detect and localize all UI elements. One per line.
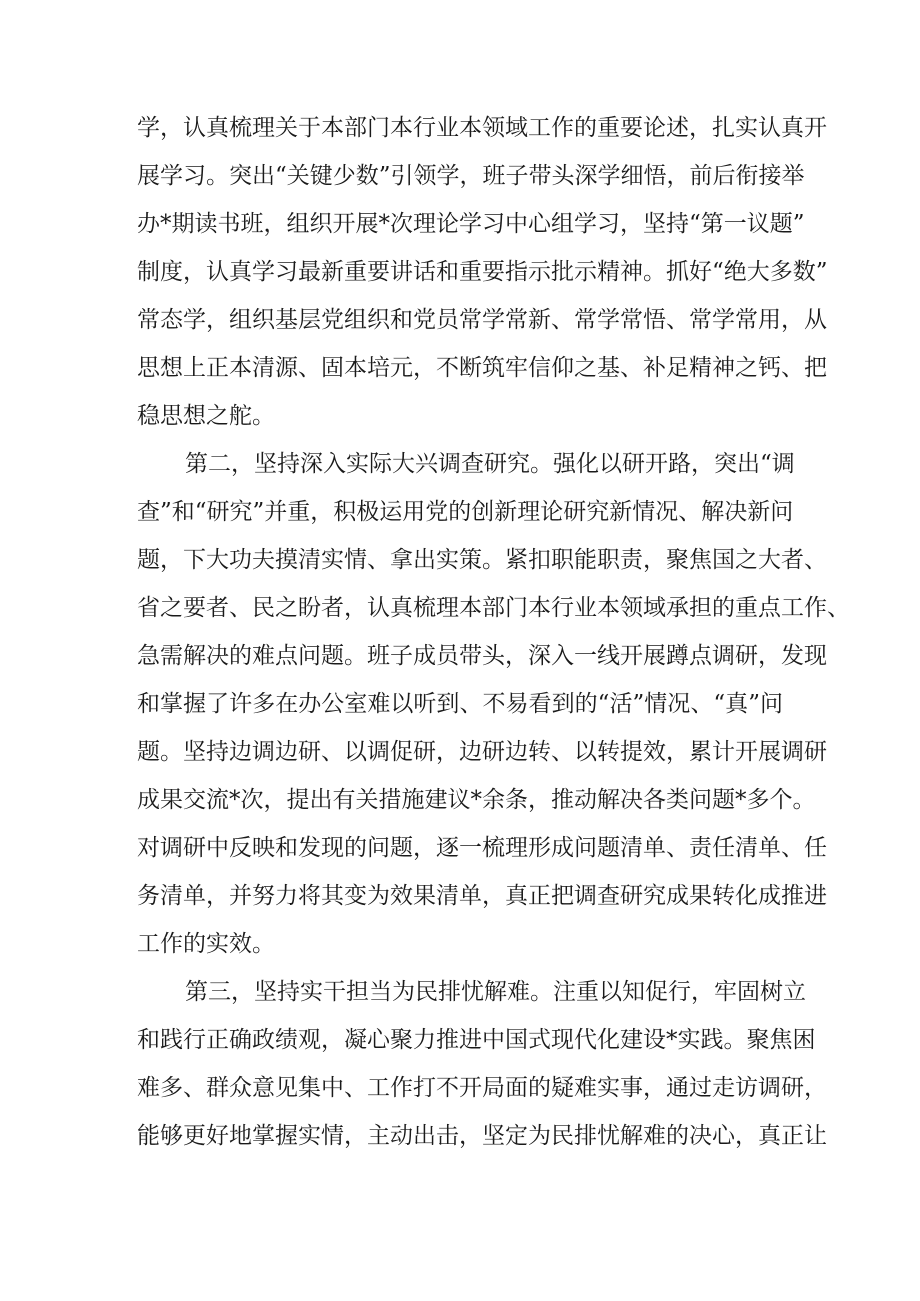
text-line: 制度，认真学习最新重要讲话和重要指示批示精神。抓好“绝大多数” <box>137 259 828 285</box>
text-line: 稳思想之舵。 <box>137 403 275 429</box>
text-line: 和掌握了许多在办公室难以听到、不易看到的“活”情况、“真”问 <box>137 691 783 717</box>
text-line: 工作的实效。 <box>137 931 275 957</box>
text-line: 常态学，组织基层党组织和党员常学常新、常学常悟、常学常用，从 <box>137 307 827 333</box>
text-line: 题。坚持边调边研、以调促研，边研边转、以转提效，累计开展调研 <box>137 739 827 765</box>
text-line: 和践行正确政绩观，凝心聚力推进中国式现代化建设*实践。聚焦困 <box>137 1027 816 1053</box>
text-line: 第三，坚持实干担当为民排忧解难。注重以知促行，牢固树立 <box>185 979 806 1005</box>
text-line: 急需解决的难点问题。班子成员带头，深入一线开展蹲点调研，发现 <box>137 643 827 669</box>
text-line: 办*期读书班，组织开展*次理论学习中心组学习，坚持“第一议题” <box>137 211 805 237</box>
text-line: 对调研中反映和发现的问题，逐一梳理形成问题清单、责任清单、任 <box>137 835 827 861</box>
text-line: 能够更好地掌握实情，主动出击，坚定为民排忧解难的决心，真正让 <box>137 1123 827 1149</box>
text-line: 难多、群众意见集中、工作打不开局面的疑难实事，通过走访调研， <box>137 1075 827 1101</box>
text-line: 题，下大功夫摸清实情、拿出实策。紧扣职能职责，聚焦国之大者、 <box>137 547 827 573</box>
text-line: 展学习。突出“关键少数”引领学，班子带头深学细悟，前后衔接举 <box>137 163 805 189</box>
text-line: 学，认真梳理关于本部门本行业本领域工作的重要论述，扎实认真开 <box>137 115 827 141</box>
text-line: 省之要者、民之盼者，认真梳理本部门本行业本领域承担的重点工作、 <box>137 595 850 621</box>
text-line: 思想上正本清源、固本培元，不断筑牢信仰之基、补足精神之钙、把 <box>137 355 827 381</box>
text-line: 第二，坚持深入实际大兴调查研究。强化以研开路，突出“调 <box>185 451 795 477</box>
text-line: 务清单，并努力将其变为效果清单，真正把调查研究成果转化成推进 <box>137 883 827 909</box>
text-line: 成果交流*次，提出有关措施建议*余条，推动解决各类问题*多个。 <box>137 787 816 813</box>
text-line: 查”和“研究”并重，积极运用党的创新理论研究新情况、解决新问 <box>137 499 794 525</box>
